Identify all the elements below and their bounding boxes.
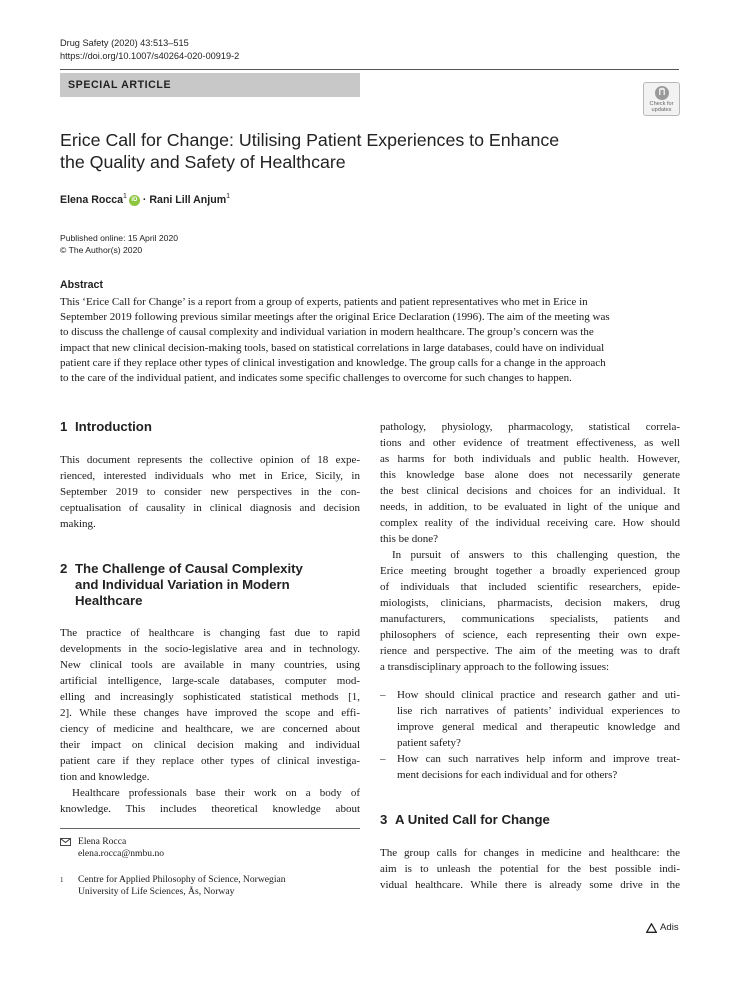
text-line: rience and perspective. The aim of the meeting was to draft — [380, 645, 680, 657]
text-line: aim is to unleash the potential for the best possible indi- — [380, 863, 680, 875]
author-name[interactable]: Rani Lill Anjum — [149, 194, 227, 206]
header-rule — [60, 69, 679, 70]
text-line: Healthcare professionals base their work on a body of — [72, 787, 360, 799]
text-line: knowledge. This includes theoretical knowledge about — [60, 803, 360, 815]
text-line: miologists, clinicians, pharmacists, decision makers, drug — [380, 597, 680, 609]
text-line: needs, in addition, to be evaluated in light of the unique and — [380, 501, 680, 513]
text-line: How can such narratives help inform and improve treat- — [397, 753, 680, 765]
affiliation-note — [60, 874, 286, 898]
text-line: September 2019 to consider new perspectives in the con- — [60, 486, 360, 498]
text-line: lise rich narratives of patients’ individual experiences to — [397, 705, 680, 717]
footnote-rule — [60, 828, 360, 829]
text-line: The group calls for changes in medicine and healthcare: the — [380, 847, 680, 859]
abstract-line: This ‘Erice Call for Change’ is a report from a group of experts, patients and patient representatives who met in Erice in — [60, 296, 588, 308]
section-title: Introduction — [75, 419, 152, 434]
text-line: ceptualisation of causality in clinical diagnosis and decision — [60, 502, 360, 514]
text-line: the best clinical decisions and choices for an individual. It — [380, 485, 680, 497]
author-separator: · — [142, 194, 147, 206]
publisher-logo — [646, 922, 679, 933]
text-line: of individuals that included scientific researchers, epide- — [380, 581, 680, 593]
list-dash: – — [380, 689, 386, 701]
contact-name: Elena Rocca — [78, 836, 127, 847]
list-item — [380, 687, 680, 751]
causal-complexity-paragraph — [60, 625, 360, 817]
section-heading-united-call — [380, 812, 550, 828]
text-line: pathology, physiology, pharmacology, statistical correla- — [380, 421, 680, 433]
text-line: Erice meeting brought together a broadly experienced group — [380, 565, 680, 577]
list-item — [380, 751, 680, 783]
author-name[interactable]: Elena Rocca — [60, 194, 124, 206]
contact-email[interactable]: elena.rocca@nmbu.no — [78, 848, 165, 859]
doi-link[interactable]: https://doi.org/10.1007/s40264-020-00919-2 — [60, 51, 240, 61]
text-line: improve general medical and therapeutic knowledge and — [397, 721, 680, 733]
section-title: and Individual Variation in Modern — [75, 577, 290, 592]
journal-reference: Drug Safety (2020) 43:513–515 — [60, 38, 189, 48]
text-line: tion and knowledge. — [60, 771, 150, 783]
affiliation-sup: 1 — [226, 192, 231, 200]
abstract-line: to the care of the individual patient, and indicates some specific challenges to overcome for such changes to happen. — [60, 372, 572, 385]
right-column-paragraph-1 — [380, 419, 680, 547]
section-heading-causal-complexity — [60, 561, 303, 609]
section-title: A United Call for Change — [395, 812, 550, 827]
text-line: How should clinical practice and research gather and uti- — [397, 689, 680, 701]
adis-triangle-icon — [646, 923, 657, 933]
badge-text-line2: updates — [651, 107, 672, 113]
text-line: a transdisciplinary approach to the following issues: — [380, 661, 610, 673]
envelope-icon — [60, 836, 78, 860]
text-line: their impact on clinical decision making and individual — [60, 739, 360, 751]
issues-list — [380, 687, 680, 783]
abstract-heading: Abstract — [60, 279, 103, 291]
section-number: 2 — [60, 561, 68, 576]
check-for-updates-badge[interactable] — [643, 82, 680, 116]
section-number: 1 — [60, 419, 68, 434]
right-column-paragraph-2 — [380, 547, 680, 675]
abstract-body — [60, 295, 680, 386]
section-heading-introduction — [60, 419, 152, 435]
abstract-line: to discuss the challenge of causal complexity and individual variation in modern healthcare. The group’s concern was the — [60, 326, 594, 339]
text-line: as harms for both individuals and public health. However, — [380, 453, 680, 465]
section-title: The Challenge of Causal Complexity — [75, 561, 303, 576]
text-line: ment decisions for each individual and for others? — [397, 769, 618, 781]
text-line: patient care if they replace other types of clinical investiga- — [60, 755, 360, 767]
text-line: In pursuit of answers to this challenging question, the — [392, 549, 680, 561]
published-date: Published online: 15 April 2020 — [60, 233, 179, 243]
copyright-notice: © The Author(s) 2020 — [60, 245, 143, 255]
list-dash: – — [380, 753, 386, 765]
text-line: complex reality of the individual receiving care. How should — [380, 517, 680, 529]
text-line: vidual healthcare. While there is already some drive in the — [380, 879, 680, 891]
affiliation-line: University of Life Sciences, Ås, Norway — [78, 886, 235, 897]
badge-text-line1: Check for — [649, 101, 674, 107]
section-number: 3 — [380, 812, 388, 827]
text-line: This document represents the collective opinion of 18 expe- — [60, 454, 360, 466]
abstract-line: patient care if they replace other types of clinical investigation and knowledge. The group calls for a change in the approach — [60, 356, 606, 369]
text-line: New clinical tools are available in many countries, using — [60, 659, 360, 671]
publisher-name: Adis — [660, 922, 679, 933]
article-type-label: SPECIAL ARTICLE — [60, 73, 360, 97]
text-line: The practice of healthcare is changing fast due to rapid — [60, 627, 360, 639]
orcid-icon[interactable]: iD — [129, 195, 140, 206]
abstract-line: September 2019 following previous similar meetings after the original Erice Declaration (1996). The aim of the meeting was — [60, 311, 610, 324]
text-line: patient safety? — [397, 737, 461, 749]
author-list — [60, 194, 230, 206]
abstract-line: impact that new clinical decision-making tools, based on statistical correlations in large databases, could have on individual — [60, 341, 605, 354]
affiliation-line: Centre for Applied Philosophy of Science, Norwegian — [78, 874, 286, 885]
text-line: tions and other evidence of treatment effectiveness, as well — [380, 437, 680, 449]
text-line: this knowledge base alone does not necessarily generate — [380, 469, 680, 481]
text-line: manufacturers, communications specialists, patients and — [380, 613, 680, 625]
introduction-paragraph — [60, 452, 360, 532]
text-line: developments in the socio-legislative area and in technology. — [60, 643, 360, 655]
text-line: artificial intelligence, large-scale databases, computer mod- — [60, 675, 360, 687]
text-line: elling and increasingly sophisticated statistical methods [1, — [60, 691, 360, 703]
text-line: philosophers of science, each representing their own expe- — [380, 629, 680, 641]
text-line: this be done? — [380, 533, 439, 545]
title-line: Erice Call for Change: Utilising Patient Experiences to Enhance — [60, 130, 560, 150]
text-line: making. — [60, 518, 96, 530]
affiliation-sup: 1 — [123, 192, 127, 200]
check-updates-icon — [654, 85, 670, 101]
section-title: Healthcare — [75, 593, 143, 608]
united-call-paragraph — [380, 845, 680, 893]
text-line: ciency of medicine and healthcare, we are concerned about — [60, 723, 360, 735]
text-line: 2]. While these changes have improved the scope and effi- — [60, 707, 360, 719]
article-title — [60, 129, 620, 173]
text-line: rienced, interested individuals who met in Erice, Sicily, in — [60, 470, 360, 482]
title-line: the Quality and Safety of Healthcare — [60, 152, 346, 172]
corresponding-author-note — [60, 836, 164, 860]
affiliation-mark: 1 — [60, 876, 64, 884]
